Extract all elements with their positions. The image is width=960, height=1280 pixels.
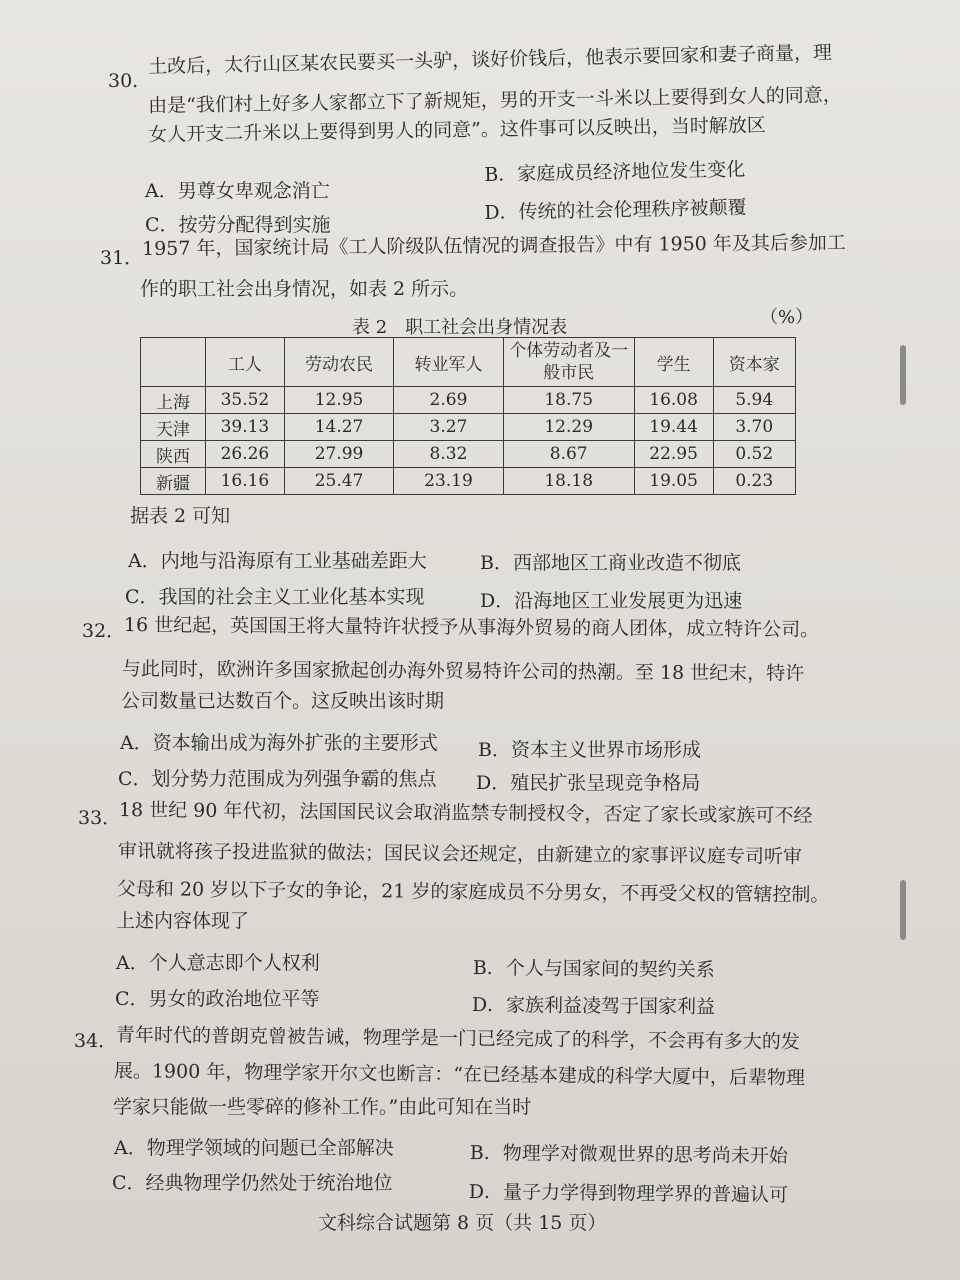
question-33-option-a: A．个人意志即个人权利: [116, 952, 320, 974]
question-33-line-1: 18 世纪 90 年代初，法国国民议会取消监禁专制授权令，否定了家长或家族可不经: [118, 799, 813, 828]
table-cell: 12.29: [503, 414, 634, 441]
question-33-line-2: 审讯就将孩子投进监狱的做法；国民议会还规定，由新建立的家事评议庭专司听审: [117, 840, 803, 868]
table-cell: 2.69: [394, 387, 503, 414]
question-33-line-4: 上述内容体现了: [116, 910, 250, 932]
table-cell: 19.44: [634, 414, 713, 441]
question-33-option-c: C．男女的政治地位平等: [115, 988, 320, 1010]
table-cell: 12.95: [284, 387, 393, 414]
region-cell: 陕西: [141, 441, 206, 468]
question-31-option-c: C．我国的社会主义工业化基本实现: [125, 586, 425, 608]
table-cell: 26.26: [206, 441, 285, 468]
question-32-line-3: 公司数量已达数百个。这反映出该时期: [121, 690, 445, 712]
table-cell: 3.27: [394, 414, 503, 441]
question-30-line-1: 土改后，太行山区某农民要买一头驴，谈好价钱后，他表示要回家和妻子商量，理: [147, 41, 833, 78]
table-header-row: [141, 338, 796, 387]
table-cell: 18.18: [503, 468, 634, 495]
page-footer: 文科综合试题第 8 页（共 15 页）: [318, 1212, 607, 1234]
question-32-option-c: C．划分势力范围成为列强争霸的焦点: [118, 768, 437, 790]
question-30-option-b: B．家庭成员经济地位发生变化: [484, 158, 746, 186]
table-cell: 3.70: [713, 414, 796, 441]
table-row: [141, 387, 796, 414]
question-31-number: 31．: [100, 247, 144, 269]
question-33-number: 33．: [78, 807, 122, 829]
table-cell: 25.47: [284, 468, 393, 495]
question-31-line-1: 1957 年，国家统计局《工人阶级队伍情况的调查报告》中有 1950 年及其后参加工: [141, 231, 846, 260]
question-32-option-d: D．殖民扩张呈现竞争格局: [476, 772, 701, 794]
table-header-worker: 工人: [206, 338, 285, 387]
table-row: [141, 441, 796, 468]
question-32-option-b: B．资本主义世界市场形成: [478, 739, 701, 761]
question-33-option-b: B．个人与国家间的契约关系: [472, 956, 715, 982]
table-cell: 14.27: [284, 414, 393, 441]
question-34-number: 34．: [74, 1030, 118, 1052]
table-cell: 27.99: [284, 441, 393, 468]
table-cell: 0.52: [713, 441, 796, 468]
binding-staple-mark: [900, 880, 906, 940]
table-cell: 16.08: [634, 387, 713, 414]
table-header-region: [141, 338, 206, 387]
question-34-line-2: 展。1900 年，物理学家开尔文也断言：“在已经基本建成的科学大厦中，后辈物理: [113, 1060, 806, 1090]
question-32-number: 32．: [82, 620, 126, 642]
occupation-origin-table: [140, 337, 796, 495]
question-34-line-1: 青年时代的普朗克曾被告诫，物理学是一门已经完成了的科学，不会再有多大的发: [115, 1024, 800, 1054]
question-30-option-a: A．男尊女卑观念消亡: [145, 180, 330, 202]
table-header-soldier: 转业军人: [394, 338, 503, 387]
region-cell: 天津: [141, 414, 206, 441]
question-33-option-d: D．家族利益凌驾于国家利益: [471, 993, 716, 1019]
question-30-line-2: 由是“我们村上好多人家都立下了新规矩，男的开支一斗米以上要得到女人的同意，: [147, 84, 842, 117]
table-cell: 0.23: [713, 468, 796, 495]
question-30-line-3: 女人开支二升米以上要得到男人的同意”。这件事可以反映出，当时解放区: [147, 114, 766, 146]
question-34-option-c: C．经典物理学仍然处于统治地位: [112, 1172, 393, 1194]
question-31-option-a: A．内地与沿海原有工业基础差距大: [128, 550, 427, 572]
question-31-stem-after: 据表 2 可知: [130, 505, 231, 527]
table-cell: 8.32: [394, 441, 503, 468]
question-32-option-a: A．资本输出成为海外扩张的主要形式: [120, 732, 438, 754]
question-32-line-1: 16 世纪起，英国国王将大量特许状授予从事海外贸易的商人团体，成立特许公司。: [123, 614, 820, 641]
table-cell: 5.94: [713, 387, 796, 414]
question-32-line-2: 与此同时，欧洲许多国家掀起创办海外贸易特许公司的热潮。至 18 世纪末，特许: [121, 658, 805, 685]
question-30-option-c: C．按劳分配得到实施: [145, 214, 331, 236]
table-cell: 23.19: [394, 468, 503, 495]
table-header-student: 学生: [634, 338, 713, 387]
table-cell: 35.52: [206, 387, 285, 414]
question-33-line-3: 父母和 20 岁以下子女的争论，21 岁的家庭成员不分男女，不再受父权的管辖控制。: [116, 878, 830, 907]
table-header-capitalist: 资本家: [713, 338, 796, 387]
question-34-line-3: 学家只能做一些零碎的修补工作。”由此可知在当时: [113, 1096, 532, 1118]
table-cell: 16.16: [206, 468, 285, 495]
question-34-option-a: A．物理学领域的问题已全部解决: [114, 1137, 394, 1159]
binding-staple-mark: [900, 345, 906, 405]
table-header-peasant: 劳动农民: [284, 338, 393, 387]
table-row: [141, 414, 796, 441]
question-30-number: 30.: [108, 70, 139, 92]
table-caption: 表 2 职工社会出身情况表: [352, 317, 568, 338]
question-31-option-d: D．沿海地区工业发展更为迅速: [480, 590, 743, 612]
question-31-option-b: B．西部地区工商业改造不彻底: [480, 552, 741, 574]
table-cell: 8.67: [503, 441, 634, 468]
table-unit: （%）: [760, 307, 814, 328]
region-cell: 上海: [141, 387, 206, 414]
question-34-option-b: B．物理学对微观世界的思考尚未开始: [469, 1141, 788, 1168]
table-header-citizen: 个体劳动者及一般市民: [503, 338, 634, 387]
table-row: [141, 468, 796, 495]
question-34-option-d: D．量子力学得到物理学界的普遍认可: [468, 1180, 789, 1207]
region-cell: 新疆: [141, 468, 206, 495]
question-31-line-2: 作的职工社会出身情况，如表 2 所示。: [140, 278, 469, 300]
table-cell: 22.95: [634, 441, 713, 468]
question-30-option-d: D．传统的社会伦理秩序被颠覆: [484, 196, 747, 224]
table-cell: 39.13: [206, 414, 285, 441]
table-cell: 19.05: [634, 468, 713, 495]
table-cell: 18.75: [503, 387, 634, 414]
